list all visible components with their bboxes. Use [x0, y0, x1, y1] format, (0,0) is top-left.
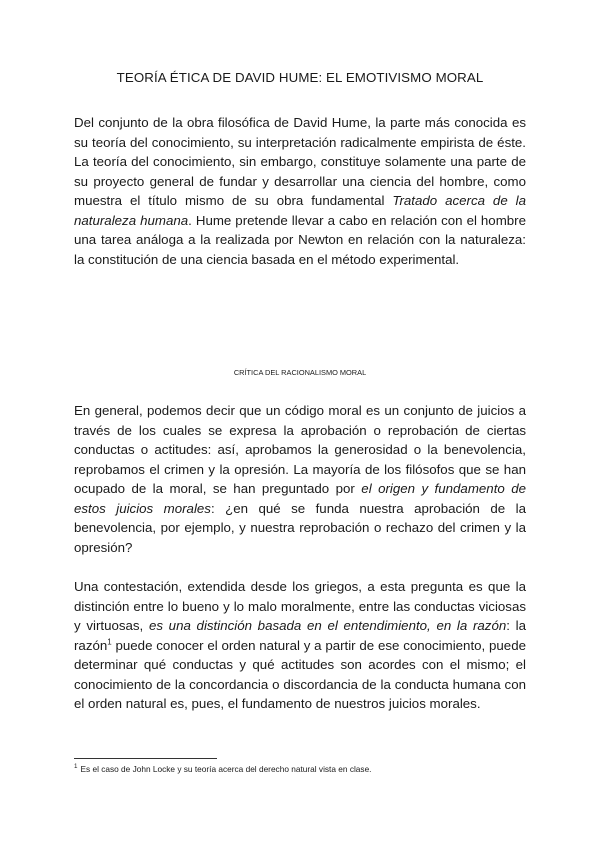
section-p1-italic: el origen y fundamento de estos juicios morales: [74, 481, 527, 516]
section-paragraph-1: [74, 401, 526, 557]
book-title: Tratado acerca de la naturaleza humana: [74, 193, 526, 228]
section-title: CRÍTICA DEL RACIONALISMO MORAL: [233, 368, 367, 377]
intro-text-2: . Hume pretende llevar a cabo en relación con el hombre una tarea análoga a la realizada por Newton en relación con la naturaleza: la constitución de una ciencia basada en el método experimental.: [74, 212, 526, 267]
section-p1-text-1: En general, podemos decir que un código moral es un conjunto de juicios a través de los cuales se expresa la aprobación o reprobación de ciertas conductas o actitudes: así, aprobamos la generosidad o la benevolencia, reprobamos el crimen y la opresión. La mayoría de los filósofos que se han ocupado de la moral, se han preguntado por: [74, 403, 526, 496]
section-p2-italic: es una distinción basada en el entendimiento, en la razón: [148, 618, 507, 633]
intro-text-1: Del conjunto de la obra filosófica de David Hume, la parte más conocida es su teoría del conocimiento, su interpretación radicalmente empirista de éste. La teoría del conocimiento, sin embargo, constituye solamente una parte de su proyecto general de fundar y desarrollar una ciencia del hombre, como muestra el título mismo de su obra fundamental: [74, 115, 526, 208]
section-p2-text-1: Una contestación, extendida desde los griegos, a esta pregunta es que la distinción entre lo bueno y lo malo moralmente, entre las conductas viciosas y virtuosas,: [74, 579, 526, 633]
footnote: [74, 764, 372, 775]
section-p2-text-3: puede conocer el orden natural y a partir de ese conocimiento, puede determinar qué conductas y qué actitudes son acordes con el mismo; el conocimiento de la concordancia o discordancia de la conducta humana con el orden natural es, pues, el fundamento de nuestros juicios morales.: [74, 637, 526, 711]
section-p2-text-2: : la razón: [74, 618, 526, 653]
section-paragraph-2: [74, 577, 526, 714]
footnote-divider: [74, 758, 217, 759]
footnote-number: 1: [74, 763, 78, 771]
footnote-text: Es el caso de John Locke y su teoría acerca del derecho natural vista en clase.: [80, 764, 372, 774]
section-p1-text-2: : ¿en qué se funda nuestra aprobación de la benevolencia, por ejemplo, y nuestra reprobación o rechazo del crimen y la opresión?: [74, 500, 526, 555]
intro-paragraph: [74, 113, 526, 269]
document-title: TEORÍA ÉTICA DE DAVID HUME: EL EMOTIVISMO MORAL: [116, 70, 484, 85]
footnote-reference[interactable]: 1: [107, 637, 112, 647]
